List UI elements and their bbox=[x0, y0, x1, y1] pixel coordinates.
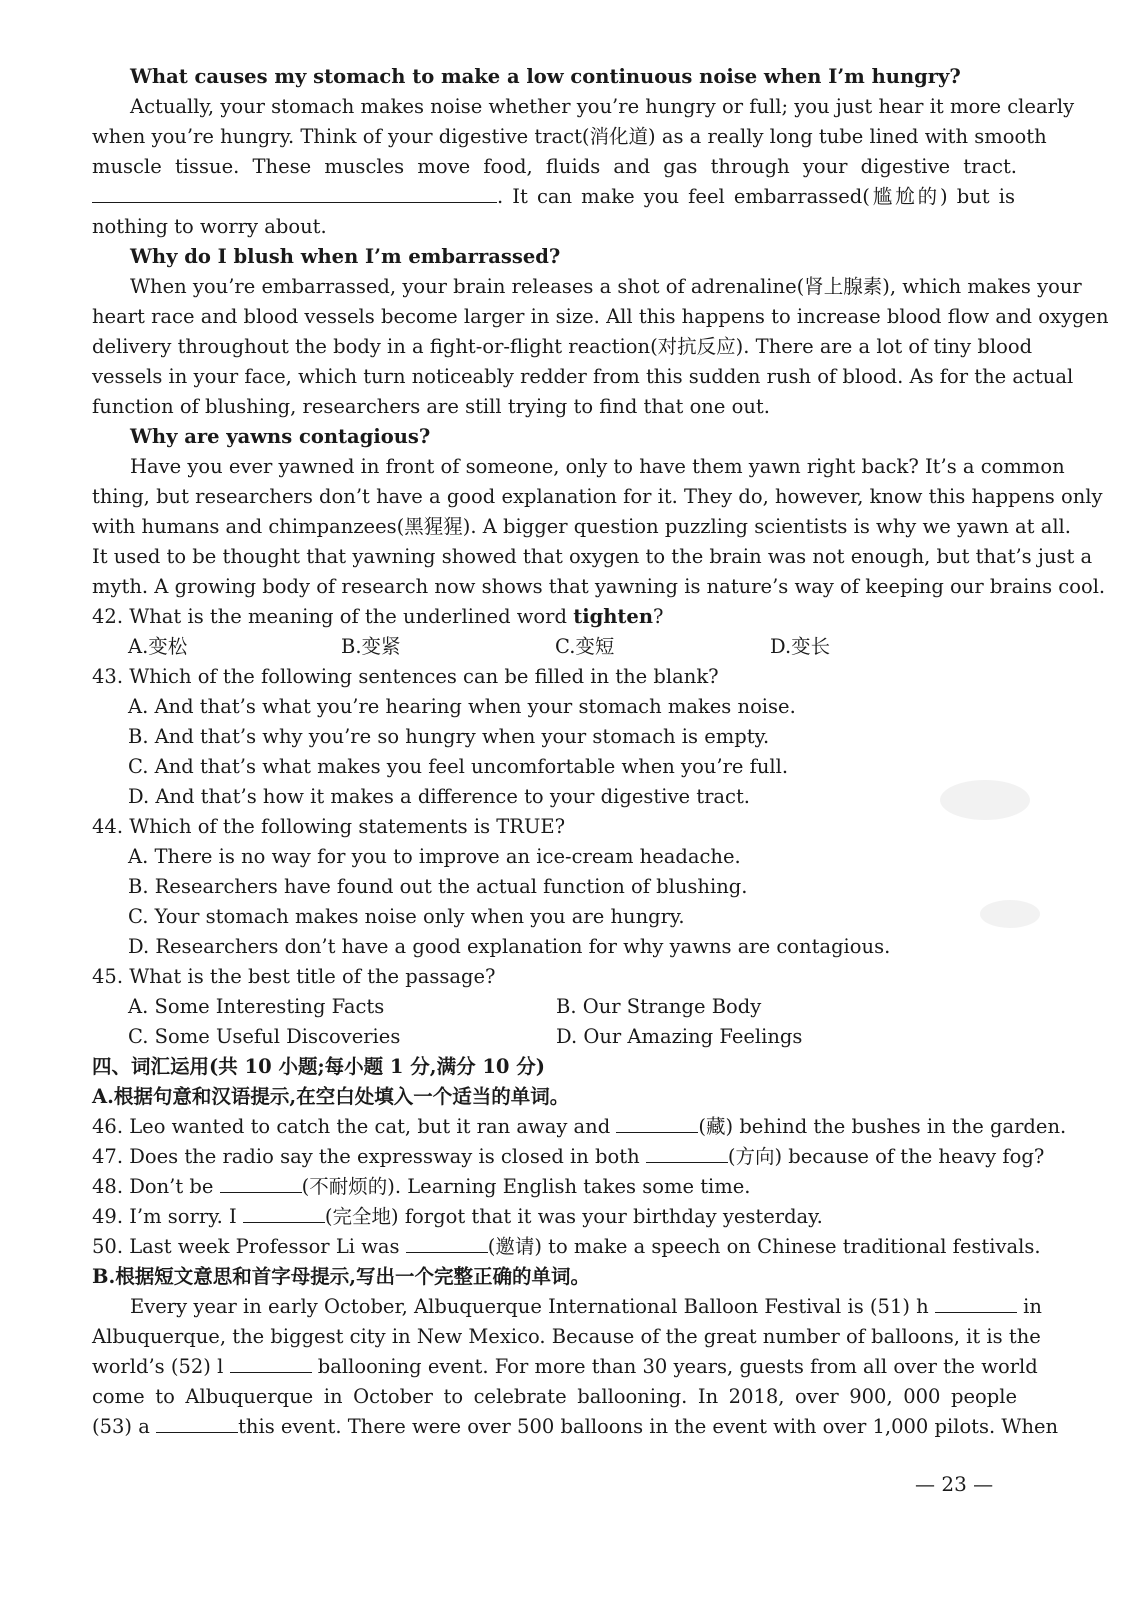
paragraph-line: myth. A growing body of research now shows that yawning is nature’s way of keeping our brains cool. bbox=[92, 575, 1106, 598]
question-45-stem: 45. What is the best title of the passage? bbox=[92, 965, 496, 988]
paragraph-line: muscle tissue. These muscles move food, fluids and gas through your digestive tract. bbox=[92, 155, 1017, 178]
option-c[interactable]: C. Some Useful Discoveries bbox=[128, 1025, 401, 1048]
option-c[interactable]: C. And that’s what makes you feel uncomfortable when you’re full. bbox=[128, 755, 789, 778]
paragraph-line-with-blank: . It can make you feel embarrassed(尴尬的) but is bbox=[92, 182, 1017, 212]
option-a[interactable]: A. And that’s what you’re hearing when your stomach makes noise. bbox=[128, 695, 796, 718]
heading-yawns: Why are yawns contagious? bbox=[130, 425, 431, 448]
paragraph-line: nothing to worry about. bbox=[92, 215, 327, 238]
question-50: 50. Last week Professor Li was (邀请) to make a speech on Chinese traditional festivals. bbox=[92, 1232, 1017, 1262]
answer-blank-46[interactable] bbox=[616, 1112, 698, 1133]
section-4-title: 四、词汇运用(共 10 小题;每小题 1 分,满分 10 分) bbox=[92, 1055, 546, 1078]
option-a[interactable]: A. Some Interesting Facts bbox=[128, 995, 385, 1018]
part-b-instructions: B.根据短文意思和首字母提示,写出一个完整正确的单词。 bbox=[92, 1265, 591, 1288]
page-number: — 23 — bbox=[915, 1472, 994, 1496]
heading-stomach-noise: What causes my stomach to make a low continuous noise when I’m hungry? bbox=[130, 65, 961, 88]
question-47: 47. Does the radio say the expressway is closed in both (方向) because of the heavy fog? bbox=[92, 1142, 1017, 1172]
option-c[interactable]: C. Your stomach makes noise only when you are hungry. bbox=[128, 905, 685, 928]
option-d[interactable]: D. Researchers don’t have a good explanation for why yawns are contagious. bbox=[128, 935, 891, 958]
cloze-line: come to Albuquerque in October to celebrate ballooning. In 2018, over 900, 000 people bbox=[92, 1385, 1017, 1408]
answer-blank-49[interactable] bbox=[243, 1202, 325, 1223]
option-a[interactable]: A. There is no way for you to improve an ice-cream headache. bbox=[128, 845, 741, 868]
question-46: 46. Leo wanted to catch the cat, but it ran away and (藏) behind the bushes in the garden. bbox=[92, 1112, 1017, 1142]
cloze-line: Every year in early October, Albuquerque International Balloon Festival is (51) h in bbox=[130, 1292, 1017, 1322]
question-43-stem: 43. Which of the following sentences can be filled in the blank? bbox=[92, 665, 719, 688]
cloze-line: Albuquerque, the biggest city in New Mexico. Because of the great number of balloons, it is the bbox=[92, 1325, 1041, 1348]
answer-blank-51[interactable] bbox=[935, 1292, 1017, 1313]
heading-blush: Why do I blush when I’m embarrassed? bbox=[130, 245, 561, 268]
option-d[interactable]: D. And that’s how it makes a difference to your digestive tract. bbox=[128, 785, 751, 808]
answer-blank-52[interactable] bbox=[230, 1352, 312, 1373]
question-45-options-row1 bbox=[128, 992, 1017, 1022]
option-b[interactable]: B. And that’s why you’re so hungry when your stomach is empty. bbox=[128, 725, 770, 748]
option-d[interactable]: D. Our Amazing Feelings bbox=[556, 1025, 803, 1048]
answer-blank-47[interactable] bbox=[646, 1142, 728, 1163]
answer-blank-43[interactable] bbox=[92, 182, 497, 203]
question-49: 49. I’m sorry. I (完全地) forgot that it was your birthday yesterday. bbox=[92, 1202, 1017, 1232]
cloze-line: (53) a this event. There were over 500 balloons in the event with over 1,000 pilots. When bbox=[92, 1412, 1017, 1442]
option-d[interactable]: D.变长 bbox=[770, 635, 831, 658]
paragraph-line: thing, but researchers don’t have a good explanation for it. They do, however, know this happens only bbox=[92, 485, 1103, 508]
cloze-line: world’s (52) l ballooning event. For more than 30 years, guests from all over the world bbox=[92, 1352, 1017, 1382]
option-b[interactable]: B. Our Strange Body bbox=[556, 995, 762, 1018]
question-48: 48. Don’t be (不耐烦的). Learning English takes some time. bbox=[92, 1172, 1017, 1202]
question-42-stem: 42. What is the meaning of the underlined word tighten? bbox=[92, 605, 664, 628]
part-a-instructions: A.根据句意和汉语提示,在空白处填入一个适当的单词。 bbox=[92, 1085, 570, 1108]
question-44-stem: 44. Which of the following statements is TRUE? bbox=[92, 815, 566, 838]
paragraph-line: when you’re hungry. Think of your digestive tract(消化道) as a really long tube lined with smooth bbox=[92, 125, 1047, 148]
option-b[interactable]: B.变紧 bbox=[341, 635, 401, 658]
question-42-options bbox=[128, 632, 1017, 662]
paragraph-line: Actually, your stomach makes noise whether you’re hungry or full; you just hear it more clearly bbox=[130, 95, 1075, 118]
paragraph-line: heart race and blood vessels become larger in size. All this happens to increase blood flow and oxygen bbox=[92, 305, 1109, 328]
option-c[interactable]: C.变短 bbox=[555, 635, 615, 658]
answer-blank-53[interactable] bbox=[156, 1412, 238, 1433]
option-a[interactable]: A.变松 bbox=[128, 635, 188, 658]
paragraph-line: delivery throughout the body in a fight-or-flight reaction(对抗反应). There are a lot of tiny blood bbox=[92, 335, 1033, 358]
paragraph-line: When you’re embarrassed, your brain releases a shot of adrenaline(肾上腺素), which makes your bbox=[130, 275, 1082, 298]
answer-blank-50[interactable] bbox=[406, 1232, 488, 1253]
question-45-options-row2 bbox=[128, 1022, 1017, 1052]
answer-blank-48[interactable] bbox=[220, 1172, 302, 1193]
paragraph-line: function of blushing, researchers are still trying to find that one out. bbox=[92, 395, 770, 418]
option-b[interactable]: B. Researchers have found out the actual function of blushing. bbox=[128, 875, 748, 898]
paragraph-line: vessels in your face, which turn noticeably redder from this sudden rush of blood. As for the actual bbox=[92, 365, 1074, 388]
paragraph-line: Have you ever yawned in front of someone, only to have them yawn right back? It’s a common bbox=[130, 455, 1065, 478]
paragraph-line: It used to be thought that yawning showed that oxygen to the brain was not enough, but that’s just a bbox=[92, 545, 1093, 568]
paragraph-line: with humans and chimpanzees(黑猩猩). A bigger question puzzling scientists is why we yawn at all. bbox=[92, 515, 1071, 538]
